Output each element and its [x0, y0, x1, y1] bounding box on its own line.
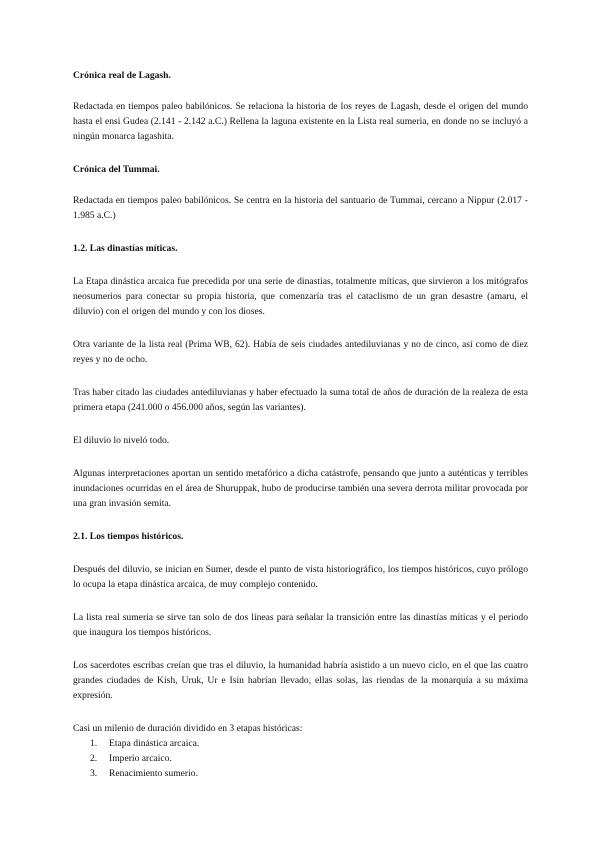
list-item [73, 736, 528, 751]
section-heading-tiempos-historicos: 2.1. Los tiempos históricos. [73, 531, 184, 542]
paragraph: Redactada en tiempos paleo babilónicos. Se relaciona la historia de los reyes de Lagash, desde el origen del mundo hasta el ensi Gudea (2.141 - 2.142 a.C.) Rellena la laguna existente en la Lista real sumeria, en donde no se incluyó a ningún monarca lagashita. [73, 101, 528, 142]
paragraph: La Etapa dinástica arcaica fue precedida por una serie de dinastías, totalmente míticas, que sirvieron a los mitógrafos neosumerios para conectar su propia historia, que comenzaría tras el cataclismo de un gran desastre (amaru, el diluvio) con el origen del mundo y con los dioses. [73, 276, 528, 317]
paragraph: El diluvio lo niveló todo. [73, 435, 170, 446]
list-number: 3. [90, 768, 98, 779]
list-item [73, 751, 528, 766]
list-text: Etapa dinástica arcaica. [109, 738, 200, 749]
paragraph: Tras haber citado las ciudades antediluvianas y haber efectuado la suma total de años de duración de la realeza de esta primera etapa (241.000 o 456.000 años, según las variantes). [73, 387, 528, 413]
section-heading-tummai: Crónica del Tummai. [73, 164, 160, 175]
list-text: Renacimiento sumerio. [109, 768, 198, 779]
paragraph: Algunas interpretaciones aportan un sentido metafórico a dicha catástrofe, pensando que junto a auténticas y terribles inundaciones ocurridas en el área de Shuruppak, hubo de producirse también una severa derrota militar provocada por una gran invasión semita. [73, 468, 528, 509]
list-text: Imperio arcaico. [109, 753, 172, 764]
document-page [73, 68, 528, 781]
list-intro: Casi un milenio de duración dividido en 3 etapas históricas: [73, 723, 303, 734]
section-heading-lagash: Crónica real de Lagash. [73, 70, 171, 81]
section-heading-dinastias-miticas: 1.2. Las dinastías míticas. [73, 243, 178, 254]
paragraph: Otra variante de la lista real (Prima WB, 62). Había de seis ciudades antediluvianas y no de cinco, así como de diez reyes y no de ocho. [73, 339, 528, 365]
paragraph: Después del diluvio, se inician en Sumer, desde el punto de vista historiográfico, los tiempos históricos, cuyo prólogo lo ocupa la etapa dinástica arcaica, de muy complejo contenido. [73, 564, 528, 590]
historical-stages-list [73, 736, 528, 781]
paragraph: Los sacerdotes escribas creían que tras el diluvio, la humanidad habría asistido a un nuevo ciclo, en el que las cuatro grandes ciudades de Kish, Uruk, Ur e Isin habrían llevado, ellas solas, las riendas de la monarquía a su máxima expresión. [73, 660, 528, 701]
paragraph: La lista real sumeria se sirve tan solo de dos líneas para señalar la transición entre las dinastías míticas y el periodo que inaugura los tiempos históricos. [73, 612, 528, 638]
list-number: 2. [90, 753, 98, 764]
list-number: 1. [90, 738, 98, 749]
list-item [73, 766, 528, 781]
paragraph: Redactada en tiempos paleo babilónicos. Se centra en la historia del santuario de Tummai, cercano a Nippur (2.017 - 1.985 a.C.) [73, 195, 528, 221]
